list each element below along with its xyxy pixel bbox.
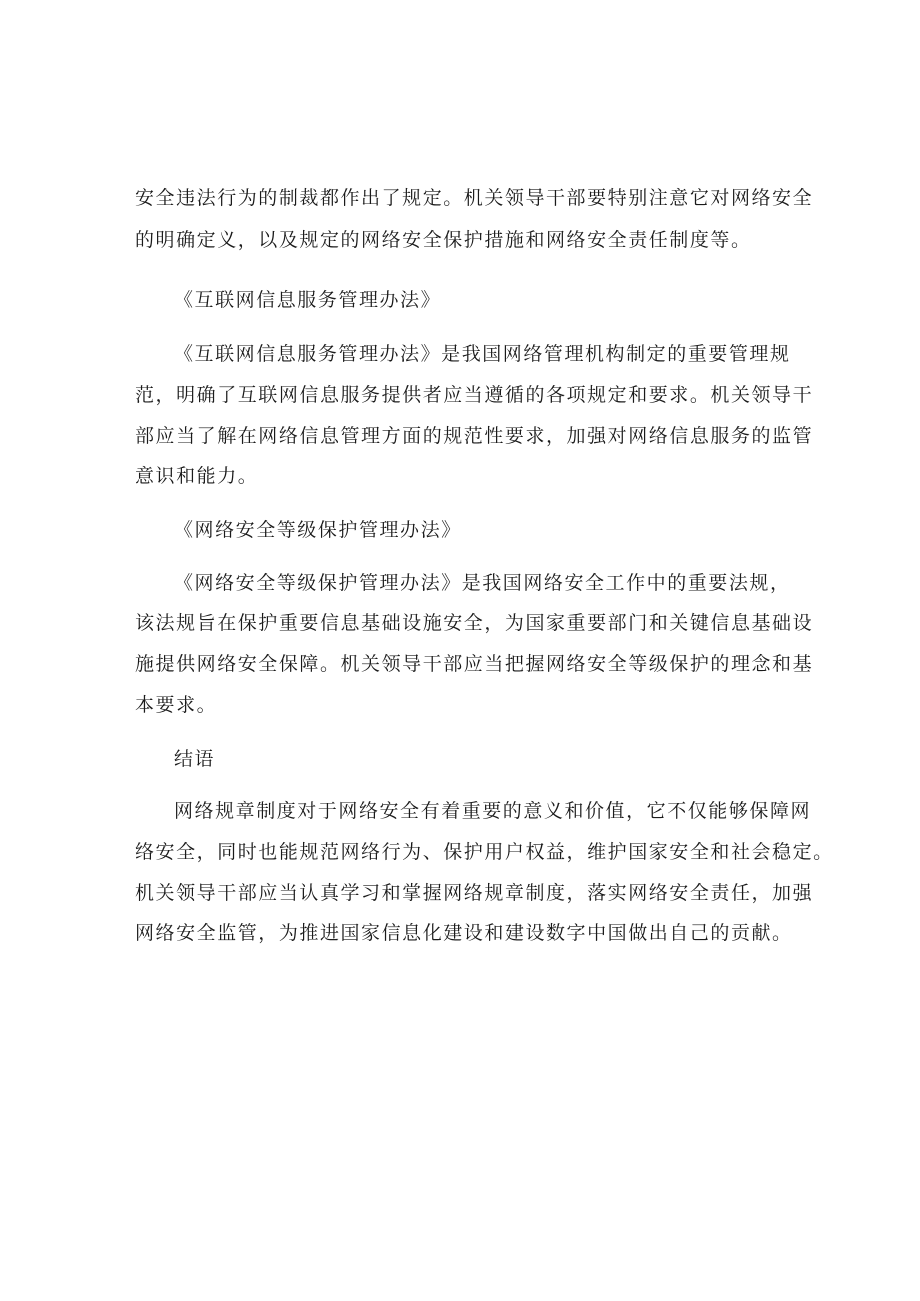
paragraph-line: 网络规章制度对于网络安全有着重要的意义和价值，它不仅能够保障网 — [174, 800, 812, 822]
paragraph-line: 网络安全监管，为推进国家信息化建设和建设数字中国做出自己的贡献。 — [135, 922, 793, 944]
paragraph-line: 机关领导干部应当认真学习和掌握网络规章制度，落实网络安全责任，加强 — [135, 882, 814, 904]
paragraph-line: 施提供网络安全保障。机关领导干部应当把握网络安全等级保护的理念和基 — [135, 653, 814, 675]
paragraph-line: 安全违法行为的制裁都作出了规定。机关领导干部要特别注意它对网络安全 — [135, 187, 814, 209]
paragraph-line: 《互联网信息服务管理办法》是我国网络管理机构制定的重要管理规 — [174, 343, 791, 365]
paragraph-line: 意识和能力。 — [135, 465, 259, 487]
section-heading: 《网络安全等级保护管理办法》 — [174, 519, 462, 541]
paragraph-line: 《网络安全等级保护管理办法》是我国网络安全工作中的重要法规， — [174, 572, 791, 594]
section-heading: 结语 — [174, 748, 216, 770]
paragraph-line: 的明确定义，以及规定的网络安全保护措施和网络安全责任制度等。 — [135, 229, 752, 251]
paragraph-line: 范，明确了互联网信息服务提供者应当遵循的各项规定和要求。机关领导干 — [135, 384, 814, 406]
section-heading: 《互联网信息服务管理办法》 — [174, 289, 442, 311]
paragraph-line: 部应当了解在网络信息管理方面的规范性要求，加强对网络信息服务的监管 — [135, 425, 814, 447]
paragraph-line: 该法规旨在保护重要信息基础设施安全，为国家重要部门和关键信息基础设 — [135, 612, 814, 634]
paragraph-line: 本要求。 — [135, 694, 218, 716]
paragraph-line: 络安全，同时也能规范网络行为、保护用户权益，维护国家安全和社会稳定。 — [135, 841, 834, 863]
